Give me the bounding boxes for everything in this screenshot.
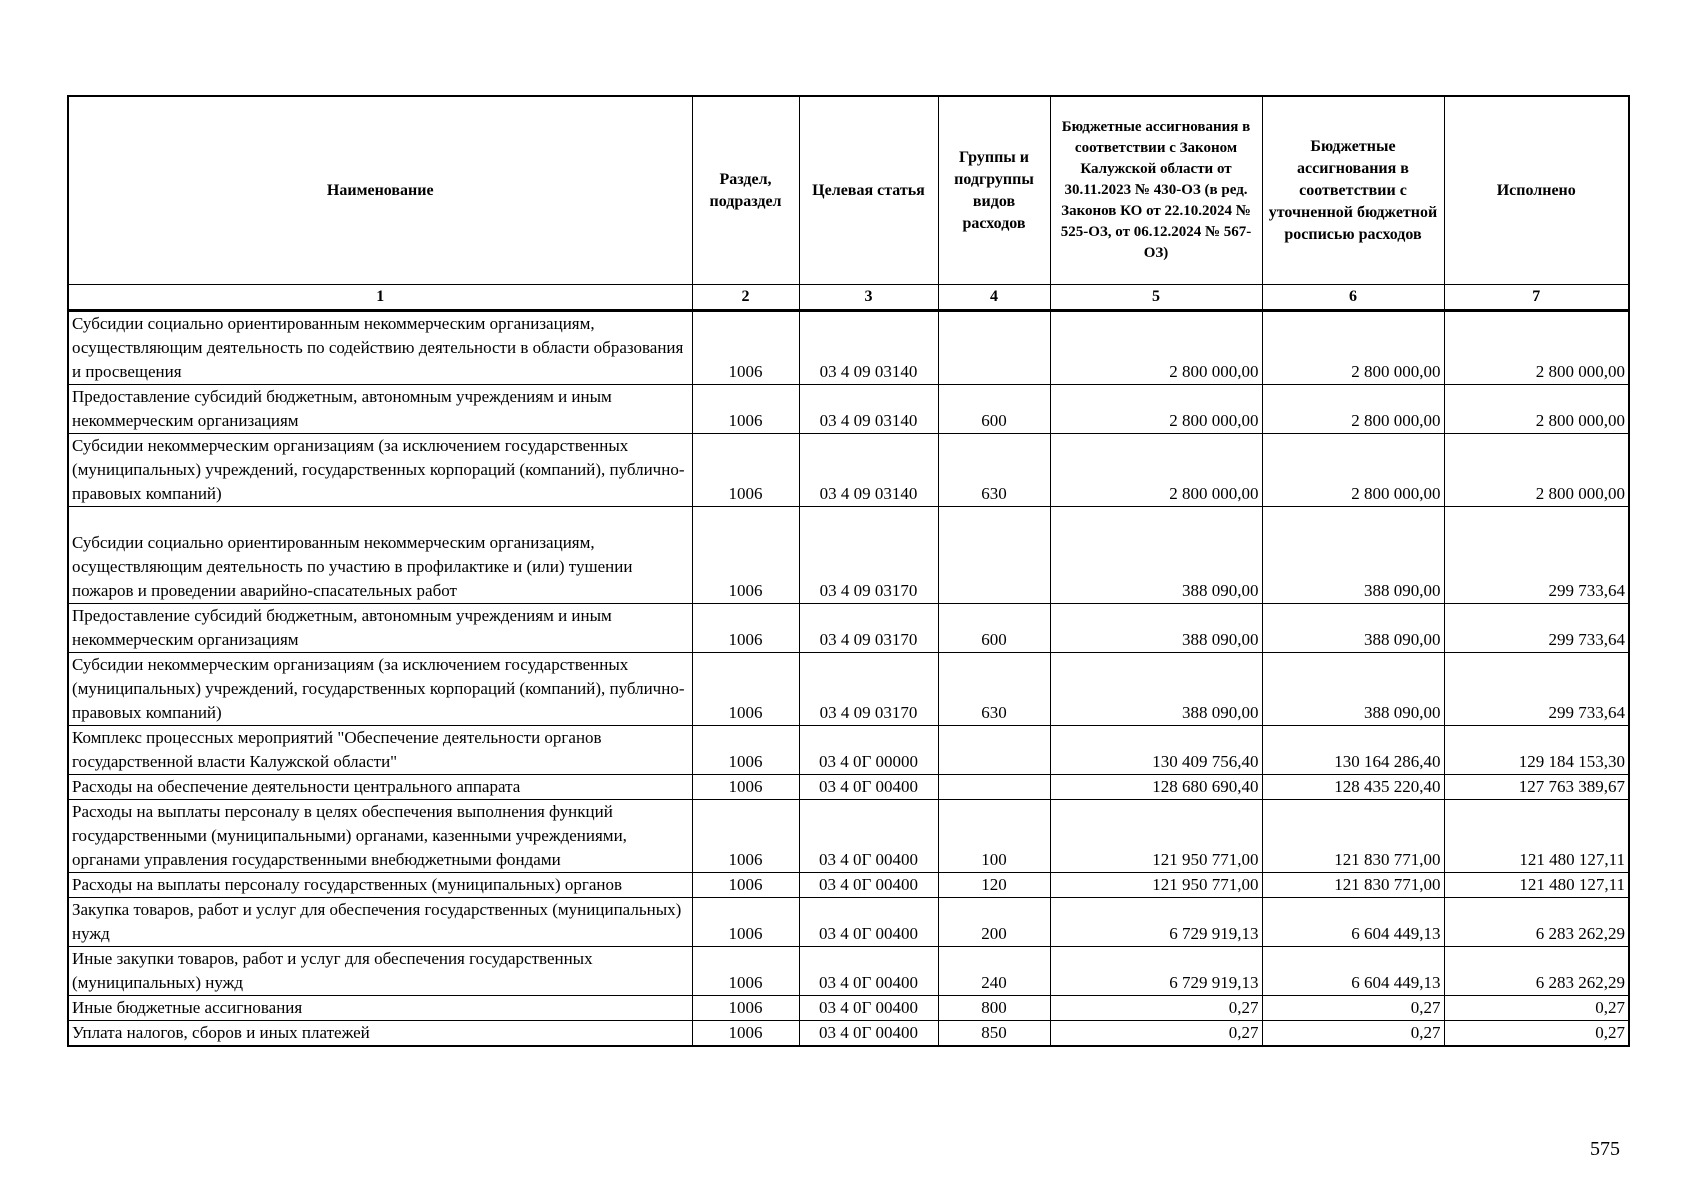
column-number: 5 [1050, 285, 1262, 311]
row-section: 1006 [692, 775, 799, 800]
row-name: Расходы на обеспечение деятельности центрального аппарата [68, 775, 692, 800]
column-number: 3 [799, 285, 938, 311]
row-name: Уплата налогов, сборов и иных платежей [68, 1021, 692, 1047]
row-law-amount: 2 800 000,00 [1050, 385, 1262, 434]
row-group: 850 [938, 1021, 1050, 1047]
header-law-allocations: Бюджетные ассигнования в соответствии с Законом Калужской области от 30.11.2023 № 430-ОЗ (в ред. Законов КО от 22.10.2024 № 525-ОЗ, от 06.12.2024 № 567-ОЗ) [1050, 96, 1262, 285]
row-section: 1006 [692, 385, 799, 434]
row-executed-amount: 6 283 262,29 [1444, 947, 1629, 996]
row-target: 03 4 09 03170 [799, 604, 938, 653]
row-target: 03 4 0Г 00400 [799, 800, 938, 873]
row-executed-amount: 127 763 389,67 [1444, 775, 1629, 800]
row-group: 100 [938, 800, 1050, 873]
row-law-amount: 388 090,00 [1050, 604, 1262, 653]
row-law-amount: 130 409 756,40 [1050, 726, 1262, 775]
row-law-amount: 388 090,00 [1050, 507, 1262, 604]
header-executed: Исполнено [1444, 96, 1629, 285]
row-executed-amount: 129 184 153,30 [1444, 726, 1629, 775]
row-name: Предоставление субсидий бюджетным, автономным учреждениям и иным некоммерческим организациям [68, 604, 692, 653]
row-executed-amount: 2 800 000,00 [1444, 434, 1629, 507]
row-budget-amount: 0,27 [1262, 1021, 1444, 1047]
table-row [68, 726, 1629, 775]
table-row [68, 898, 1629, 947]
table-row [68, 311, 1629, 385]
row-executed-amount: 2 800 000,00 [1444, 311, 1629, 385]
table-row [68, 385, 1629, 434]
header-name: Наименование [68, 96, 692, 285]
table-row [68, 653, 1629, 726]
row-name: Субсидии социально ориентированным некоммерческим организациям, осуществляющим деятельность по содействию деятельности в области образования и просвещения [68, 311, 692, 385]
row-name: Расходы на выплаты персоналу в целях обеспечения выполнения функций государственными (муниципальными) органами, казенными учреждениями, органами управления государственными внебюджетными фондами [68, 800, 692, 873]
row-target: 03 4 0Г 00000 [799, 726, 938, 775]
row-group: 600 [938, 385, 1050, 434]
row-name: Предоставление субсидий бюджетным, автономным учреждениям и иным некоммерческим организациям [68, 385, 692, 434]
row-group [938, 775, 1050, 800]
column-number-row [68, 285, 1629, 311]
row-budget-amount: 0,27 [1262, 996, 1444, 1021]
row-group: 240 [938, 947, 1050, 996]
row-section: 1006 [692, 1021, 799, 1047]
column-number: 1 [68, 285, 692, 311]
table-row [68, 434, 1629, 507]
table-header [68, 96, 1629, 311]
row-group: 200 [938, 898, 1050, 947]
row-budget-amount: 121 830 771,00 [1262, 800, 1444, 873]
row-budget-amount: 6 604 449,13 [1262, 947, 1444, 996]
row-group: 630 [938, 653, 1050, 726]
budget-table [67, 95, 1630, 1047]
row-section: 1006 [692, 434, 799, 507]
row-target: 03 4 0Г 00400 [799, 947, 938, 996]
row-executed-amount: 121 480 127,11 [1444, 873, 1629, 898]
table-body [68, 311, 1629, 1047]
table-row [68, 800, 1629, 873]
row-budget-amount: 2 800 000,00 [1262, 311, 1444, 385]
row-group: 630 [938, 434, 1050, 507]
row-section: 1006 [692, 311, 799, 385]
row-name: Комплекс процессных мероприятий "Обеспечение деятельности органов государственной власти Калужской области" [68, 726, 692, 775]
column-number: 4 [938, 285, 1050, 311]
table-row [68, 873, 1629, 898]
row-group: 600 [938, 604, 1050, 653]
row-budget-amount: 388 090,00 [1262, 604, 1444, 653]
row-name: Субсидии некоммерческим организациям (за исключением государственных (муниципальных) учреждений, государственных корпораций (компаний), публично-правовых компаний) [68, 434, 692, 507]
row-section: 1006 [692, 996, 799, 1021]
page-number: 575 [1590, 1138, 1620, 1160]
row-section: 1006 [692, 873, 799, 898]
header-row [68, 96, 1629, 285]
row-executed-amount: 299 733,64 [1444, 604, 1629, 653]
row-target: 03 4 09 03140 [799, 311, 938, 385]
row-target: 03 4 0Г 00400 [799, 996, 938, 1021]
header-budget-allocations: Бюджетные ассигнования в соответствии с уточненной бюджетной росписью расходов [1262, 96, 1444, 285]
row-target: 03 4 09 03140 [799, 385, 938, 434]
row-executed-amount: 6 283 262,29 [1444, 898, 1629, 947]
row-target: 03 4 0Г 00400 [799, 1021, 938, 1047]
column-number: 6 [1262, 285, 1444, 311]
row-section: 1006 [692, 653, 799, 726]
table-row [68, 775, 1629, 800]
row-section: 1006 [692, 947, 799, 996]
row-law-amount: 2 800 000,00 [1050, 434, 1262, 507]
row-name: Субсидии социально ориентированным некоммерческим организациям, осуществляющим деятельность по участию в профилактике и (или) тушении пожаров и проведении аварийно-спасательных работ [68, 507, 692, 604]
row-executed-amount: 299 733,64 [1444, 653, 1629, 726]
row-target: 03 4 0Г 00400 [799, 873, 938, 898]
header-section: Раздел, подраздел [692, 96, 799, 285]
row-name: Иные бюджетные ассигнования [68, 996, 692, 1021]
row-law-amount: 6 729 919,13 [1050, 947, 1262, 996]
row-law-amount: 0,27 [1050, 996, 1262, 1021]
row-group: 800 [938, 996, 1050, 1021]
header-expense-group: Группы и подгруппы видов расходов [938, 96, 1050, 285]
row-law-amount: 0,27 [1050, 1021, 1262, 1047]
table-row [68, 1021, 1629, 1047]
row-group [938, 311, 1050, 385]
row-law-amount: 2 800 000,00 [1050, 311, 1262, 385]
row-law-amount: 121 950 771,00 [1050, 800, 1262, 873]
row-section: 1006 [692, 726, 799, 775]
row-target: 03 4 09 03170 [799, 653, 938, 726]
table-row [68, 507, 1629, 604]
row-budget-amount: 388 090,00 [1262, 653, 1444, 726]
row-budget-amount: 2 800 000,00 [1262, 385, 1444, 434]
row-executed-amount: 0,27 [1444, 1021, 1629, 1047]
row-target: 03 4 0Г 00400 [799, 775, 938, 800]
column-number: 2 [692, 285, 799, 311]
row-law-amount: 128 680 690,40 [1050, 775, 1262, 800]
row-section: 1006 [692, 604, 799, 653]
row-budget-amount: 121 830 771,00 [1262, 873, 1444, 898]
row-executed-amount: 121 480 127,11 [1444, 800, 1629, 873]
row-section: 1006 [692, 507, 799, 604]
row-group: 120 [938, 873, 1050, 898]
row-budget-amount: 6 604 449,13 [1262, 898, 1444, 947]
row-executed-amount: 2 800 000,00 [1444, 385, 1629, 434]
table-row [68, 996, 1629, 1021]
row-budget-amount: 2 800 000,00 [1262, 434, 1444, 507]
row-target: 03 4 0Г 00400 [799, 898, 938, 947]
row-target: 03 4 09 03170 [799, 507, 938, 604]
row-target: 03 4 09 03140 [799, 434, 938, 507]
row-budget-amount: 130 164 286,40 [1262, 726, 1444, 775]
row-executed-amount: 299 733,64 [1444, 507, 1629, 604]
row-executed-amount: 0,27 [1444, 996, 1629, 1021]
row-law-amount: 6 729 919,13 [1050, 898, 1262, 947]
row-name: Расходы на выплаты персоналу государственных (муниципальных) органов [68, 873, 692, 898]
row-section: 1006 [692, 898, 799, 947]
row-name: Иные закупки товаров, работ и услуг для обеспечения государственных (муниципальных) нужд [68, 947, 692, 996]
column-number: 7 [1444, 285, 1629, 311]
row-group [938, 726, 1050, 775]
row-budget-amount: 388 090,00 [1262, 507, 1444, 604]
row-law-amount: 121 950 771,00 [1050, 873, 1262, 898]
table-row [68, 604, 1629, 653]
header-target-article: Целевая статья [799, 96, 938, 285]
row-law-amount: 388 090,00 [1050, 653, 1262, 726]
table-row [68, 947, 1629, 996]
row-group [938, 507, 1050, 604]
row-name: Закупка товаров, работ и услуг для обеспечения государственных (муниципальных) нужд [68, 898, 692, 947]
row-budget-amount: 128 435 220,40 [1262, 775, 1444, 800]
row-section: 1006 [692, 800, 799, 873]
row-name: Субсидии некоммерческим организациям (за исключением государственных (муниципальных) учреждений, государственных корпораций (компаний), публично-правовых компаний) [68, 653, 692, 726]
